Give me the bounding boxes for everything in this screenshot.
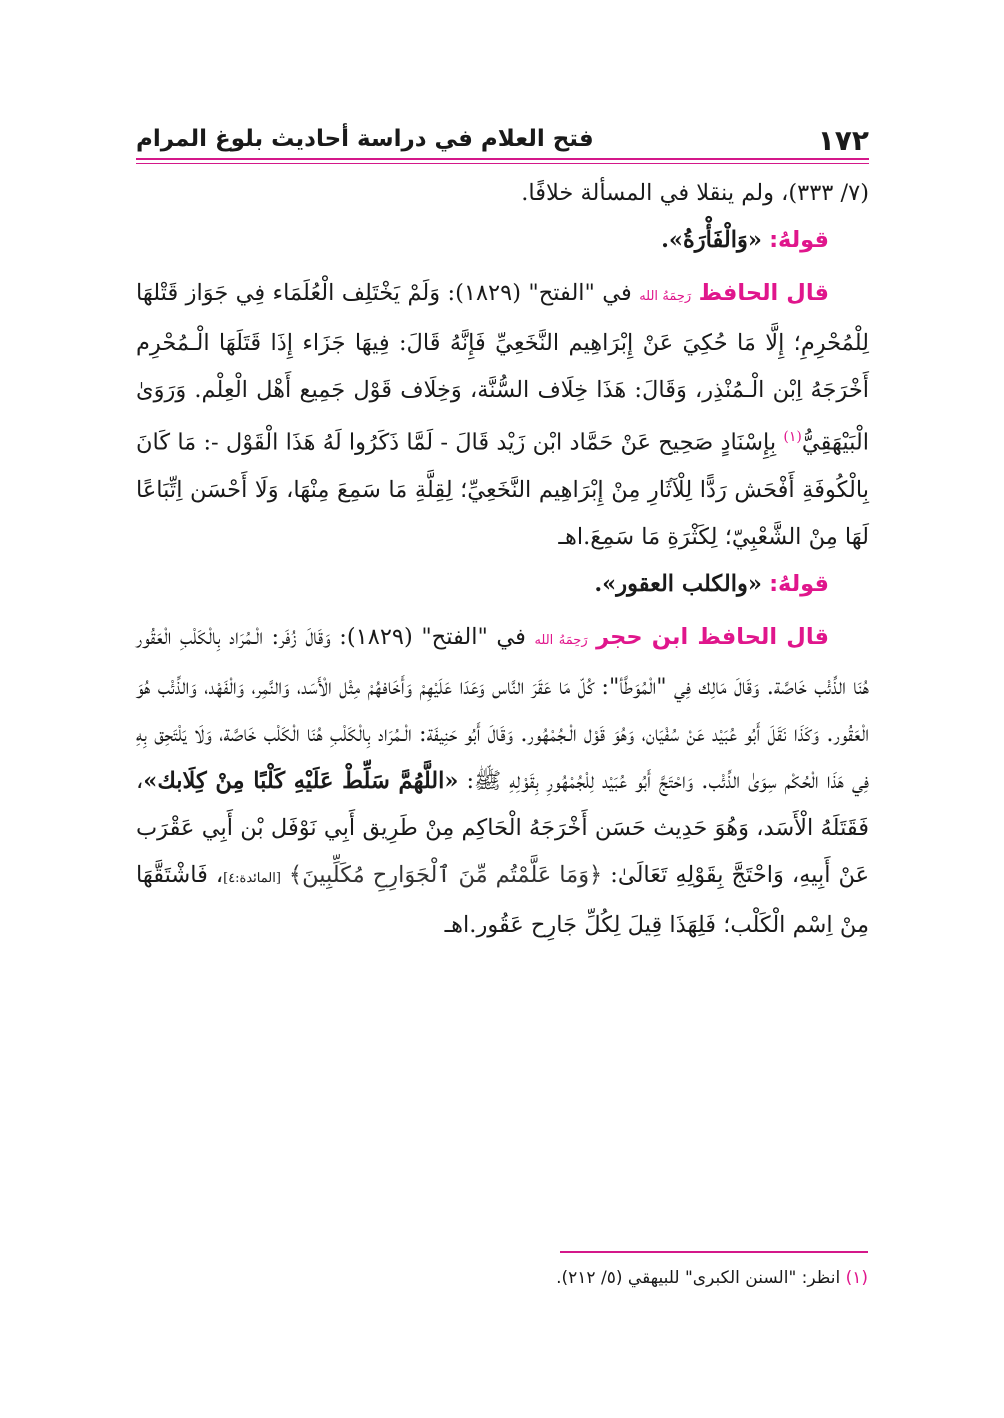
quote-heading-2	[136, 561, 869, 608]
honorific: رَحِمَهُ الله	[534, 632, 588, 648]
paragraph-text-3: ، فَاشْتَقَّهَا مِنْ اِسْم الْكَلْب؛ فَلِهَذَا قِيلَ لِكُلِّ جَارِح عَقُور.اهـ	[136, 861, 869, 938]
speaker-label: قال الحافظ ابن حجر	[596, 623, 830, 650]
footnote-marker: (١)	[783, 429, 802, 445]
header-rule-thin	[136, 163, 869, 164]
quran-verse: ﴿وَمَا عَلَّمْتُم مِّنَ ٱلْجَوَارِحِ مُكَلِّبِينَ﴾	[288, 861, 603, 888]
quote-label: قولهُ:	[769, 227, 829, 253]
speaker-label: قال الحافظ	[698, 280, 830, 306]
continuation-line	[136, 170, 869, 217]
honorific: رَحِمَهُ الله	[639, 289, 692, 304]
footnote-number: (١)	[845, 1268, 868, 1288]
hadith-quote: «اللَّهُمَّ سَلِّطْ عَلَيْهِ كَلْبًا مِنْ كِلَابك»	[143, 767, 459, 794]
quote-label: قولهُ:	[769, 570, 829, 597]
paragraph-text: في "الفتح" (١٨٢٩): وَقَالَ زُفَر: الْـمُرَاد بِالْكَلْبِ الْعَقُور هُنَا الذِّئْب خَاصَّة. وَقَالَ مَالِك فِي "الْمُوَطَّأ": كُلّ مَا عَقَرَ النَّاس وَعَدَا عَلَيْهِمْ وَأَخَافهُمْ مِثْل الْأَسَد، وَالنَّمِر، وَالْفَهْد، وَالذِّئْب هُوَ الْعَقُور. وَكَذَا نَقَلَ أَبُو عُبَيْد عَنْ سُفْيَان، وَهُوَ قَوْل الْـجُمْهُور. وَقَالَ أَبُو حَنِيفَة: الْـمُرَاد بِالْكَلْبِ هُنَا الْكَلْب خَاصَّة، وَلَا يَلْتَحِق بِهِ فِي هَذَا الْحُكْم سِوَىٰ الذِّئْب. وَاحْتَجَّ أَبُو عُبَيْد لِلْجُمْهُورِ بِقَوْلِهِ ﷺ:	[136, 623, 869, 794]
paragraph-text-2: ، فَقَتَلَهُ الْأَسَد، وَهُوَ حَدِيث حَسَن أَخْرَجَهُ الْحَاكِم مِنْ طَرِيق أَبِي نَوْفَل بْن أَبِي عَقْرَب عَنْ أَبِيهِ، وَاحْتَجَّ بِقَوْلِهِ تَعَالَىٰ:	[136, 767, 870, 888]
verse-reference: [المائدة:٤]	[223, 870, 281, 886]
paragraph-text-2: بِإِسْنَادٍ صَحِيح عَنْ حَمَّاد ابْن زَيْد قَالَ - لَمَّا ذَكَرُوا لَهُ هَذَا الْقَوْل -: مَا كَانَ بِالْكُوفَةِ أَفْحَش رَدًّا لِلْآثَارِ مِنْ إِبْرَاهِيم النَّخَعِيِّ؛ لِقِلَّةِ مَا سَمِعَ مِنْهَا، وَلَا أَحْسَن اِتِّبَاعًا لَهَا مِنْ الشَّعْبِيّ؛ لِكَثْرَةِ مَا سَمِعَ.اهـ	[136, 429, 869, 550]
quote-text: «والكلب العقور».	[594, 570, 762, 597]
footnote-rule	[560, 1251, 868, 1253]
footnote	[135, 1268, 868, 1288]
quote-text: «وَالْفَأْرَةُ».	[661, 227, 762, 253]
page-header	[136, 120, 869, 160]
continuation-text: (٧/ ٣٣٣)، ولم ينقلا في المسألة خلافًا.	[521, 180, 869, 206]
paragraph-1	[136, 270, 869, 561]
quote-heading-1	[136, 217, 869, 264]
footnote-text: انظر: "السنن الكبرى" للبيهقي (٥/ ٢١٢).	[556, 1268, 841, 1288]
page-number: ١٧٢	[817, 124, 869, 157]
body-text	[136, 170, 869, 949]
paragraph-2	[136, 614, 869, 949]
header-rule	[136, 158, 869, 160]
book-title: فتح العلام في دراسة أحاديث بلوغ المرام	[136, 126, 594, 152]
paragraph-text: في "الفتح" (١٨٢٩): وَلَمْ يَخْتَلِف الْعُلَمَاء فِي جَوَاز قَتْلهَا لِلْمُحْرِمِ؛ إِلَّا مَا حُكِيَ عَنْ إِبْرَاهِيم النَّخَعِيِّ فَإِنَّهُ قَالَ: فِيهَا جَزَاء إِذَا قَتَلَهَا الْـمُحْرِم أَخْرَجَهُ اِبْن الْـمُنْذِر، وَقَالَ: هَذَا خِلَاف السُّنَّة، وَخِلَاف قَوْل جَمِيع أَهْل الْعِلْم. وَرَوَىٰ الْبَيْهَقِيُّ	[136, 280, 870, 456]
